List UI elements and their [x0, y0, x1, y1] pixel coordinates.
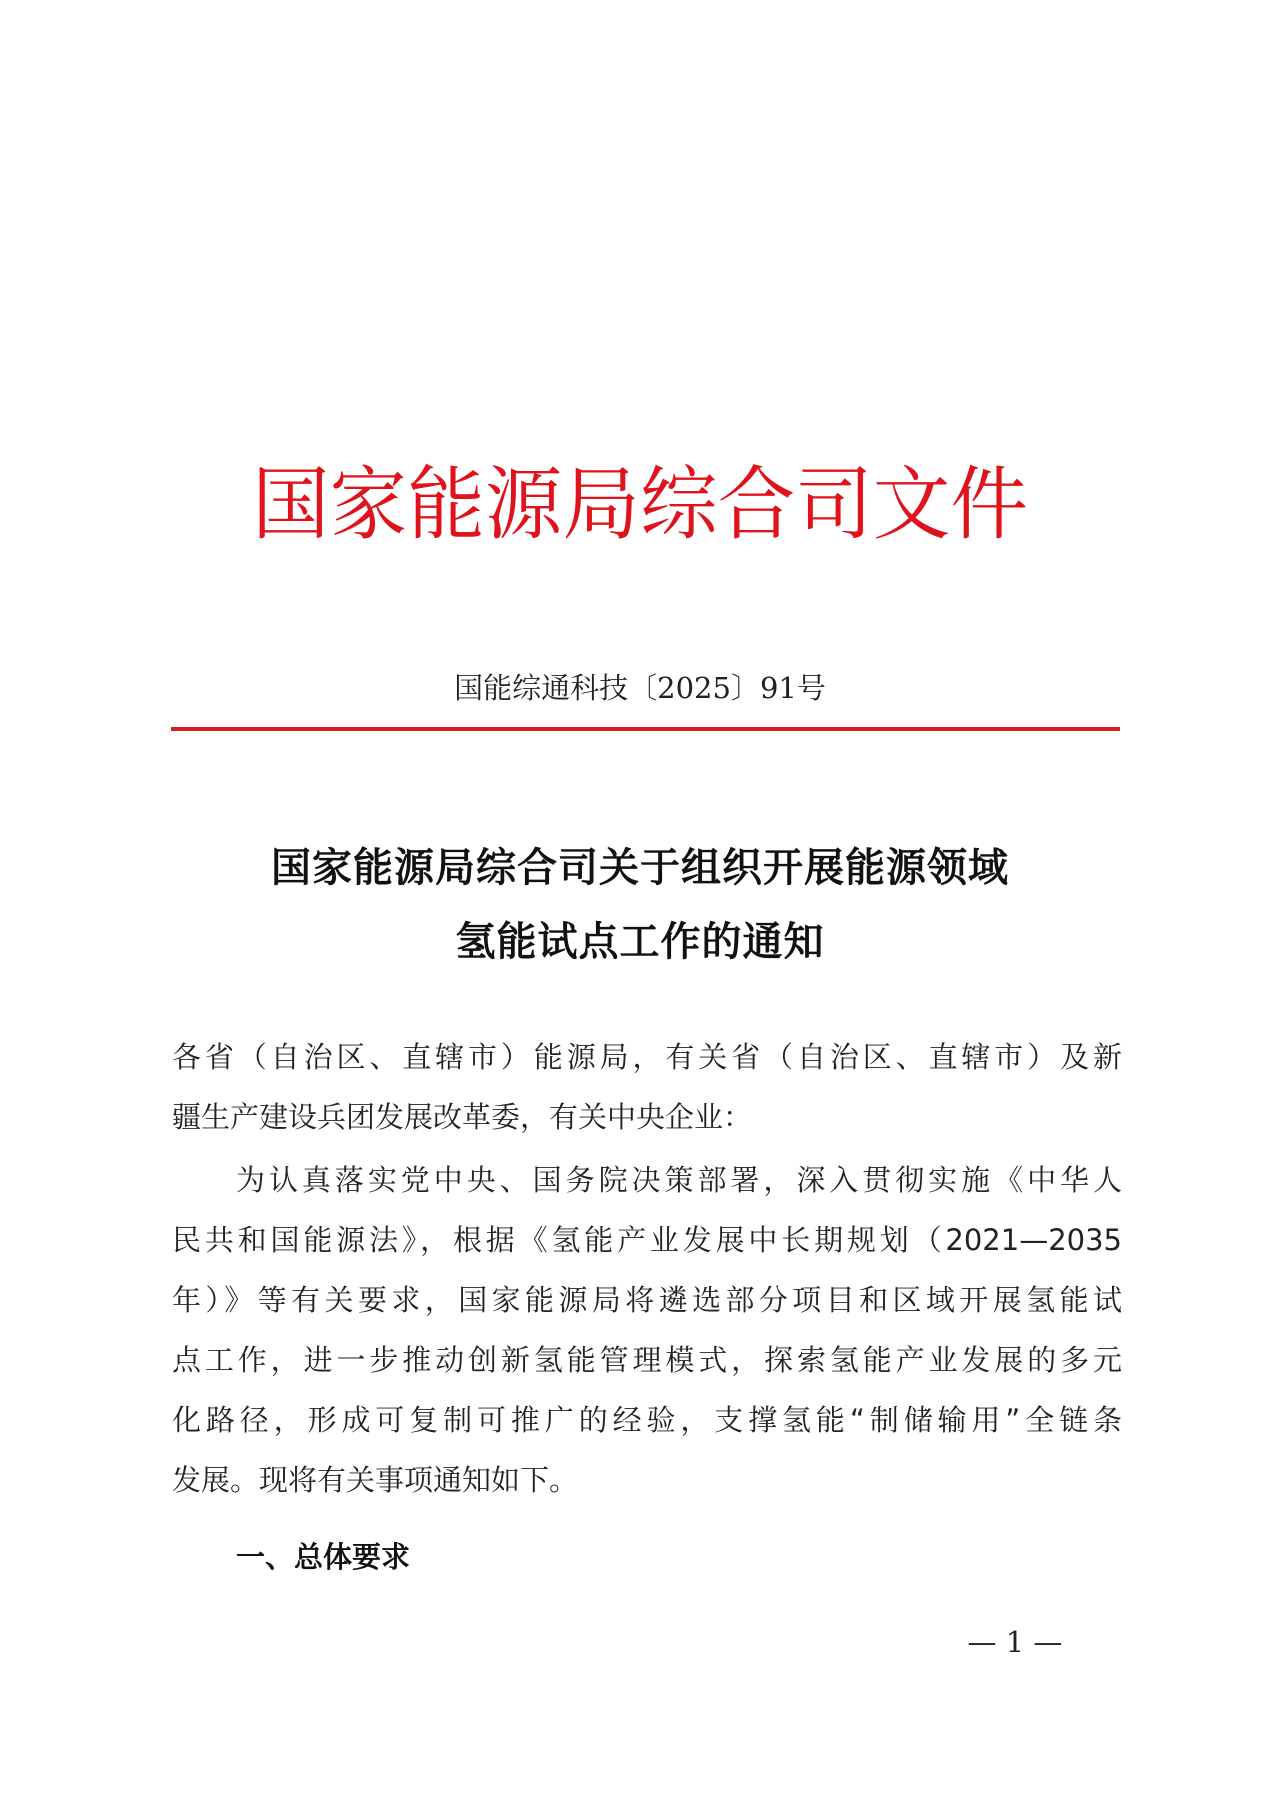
issuer-banner: 国家能源局综合司文件	[251, 458, 1029, 551]
document-title-line-1: 国家能源局综合司关于组织开展能源领域	[271, 844, 1009, 891]
document-number: 国能综通科技〔2025〕91号	[454, 671, 826, 705]
paragraph-line-6: 发展。现将有关事项通知如下。	[172, 1463, 579, 1497]
addressee-line-1: 各省（自治区、直辖市）能源局，有关省（自治区、直辖市）及新	[172, 1040, 1122, 1074]
red-divider-rule	[171, 727, 1120, 731]
paragraph-line-1: 为认真落实党中央、国务院决策部署，深入贯彻实施《中华人	[236, 1163, 1122, 1197]
paragraph-line-5: 化路径，形成可复制可推广的经验，支撑氢能“制储输用”全链条	[172, 1403, 1122, 1437]
paragraph-line-4: 点工作，进一步推动创新氢能管理模式，探索氢能产业发展的多元	[172, 1343, 1122, 1377]
page-number: — 1 —	[967, 1625, 1063, 1659]
paragraph-line-2: 民共和国能源法》，根据《氢能产业发展中长期规划（2021—2035	[172, 1223, 1122, 1257]
paragraph-line-3: 年）》等有关要求，国家能源局将遴选部分项目和区域开展氢能试	[172, 1283, 1122, 1317]
document-title-line-2: 氢能试点工作的通知	[455, 918, 825, 965]
section-heading-general-requirements: 一、总体要求	[236, 1540, 411, 1574]
addressee-line-2: 疆生产建设兵团发展改革委，有关中央企业：	[172, 1100, 753, 1134]
